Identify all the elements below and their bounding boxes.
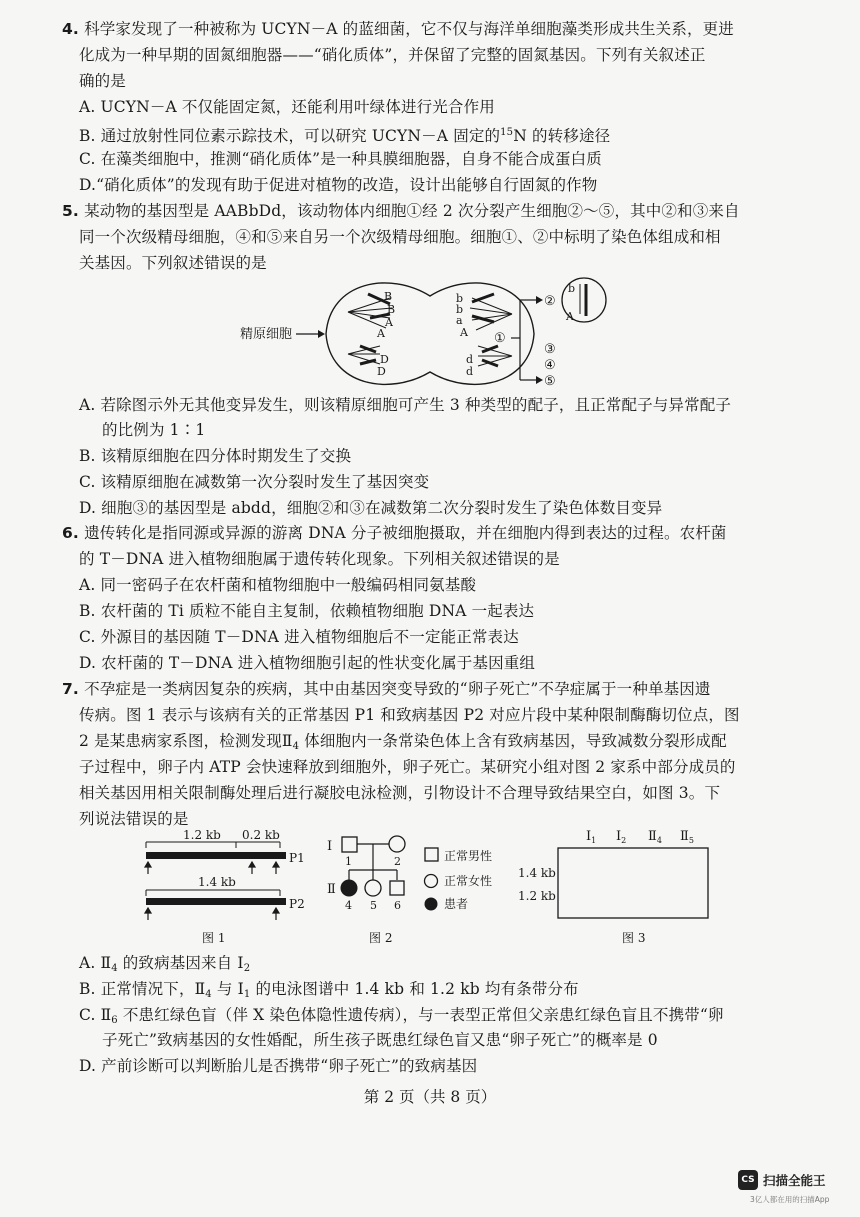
q4-option-d: D.“硝化质体”的发现有助于促进对植物的改造，设计出能够自行固氮的作物 (79, 176, 598, 194)
q7-option-b: B. 正常情况下，$Ⅱ_4$ 与 $Ⅰ_1$ 的电泳图谱中 1.4 kb 和 1.2 kb 均有条带分布 (79, 980, 579, 1000)
division-bracket (511, 300, 536, 380)
band-1-label: 1.4 kb (518, 866, 556, 880)
p1-label: P1 (289, 851, 305, 865)
q6-stem-line-1: 6. 遗传转化是指同源或异源的游离 DNA 分子被细胞摄取，并在细胞内得到表达的过程。农杆菌 (62, 524, 727, 542)
cell-2-label: ② (544, 294, 556, 309)
q7-option-c-line-1: C. $Ⅱ_6$ 不患红绿色盲（伴 X 染色体隐性遗传病），与一表型正常但父亲患红绿色盲且不携带“卵 (79, 1006, 724, 1026)
cell-1-label: ① (494, 331, 506, 346)
camscanner-logo-icon: CS (738, 1170, 758, 1190)
fig2-caption: 图 2 (369, 931, 393, 945)
lane-label-i2: $Ⅰ_2$ (616, 829, 627, 845)
q5-option-d: D. 细胞③的基因型是 abdd，细胞②和③在减数第二次分裂时发生了染色体数目变异 (79, 499, 663, 517)
gene-label: b (456, 303, 464, 316)
q5-option-c: C. 该精原细胞在减数第一次分裂时发生了基因突变 (79, 473, 430, 491)
q6-option-b: B. 农杆菌的 Ti 质粒不能自主复制，依赖植物细胞 DNA 一起表达 (79, 602, 535, 620)
gene-label: A (377, 327, 385, 340)
q6-option-d: D. 农杆菌的 T－DNA 进入植物细胞引起的性状变化属于基因重组 (79, 654, 536, 672)
fig1-caption: 图 1 (202, 931, 226, 945)
i1-number: 1 (345, 855, 352, 868)
scanner-watermark (738, 1170, 853, 1210)
q5-number: 5. (62, 202, 79, 220)
fig3-caption: 图 3 (622, 931, 646, 945)
p1-fragment-1-label: 1.2 kb (183, 828, 221, 842)
q7-stem-line-3: 2 是某患病家系图，检测发现$Ⅱ_4$ 体细胞内一条常染色体上含有致病基因，导致减数分裂形成配 (79, 732, 727, 752)
q7-number: 7. (62, 680, 79, 698)
p2-dna-bar (146, 898, 286, 905)
i1-male-symbol (342, 837, 357, 852)
lane-label-ii4: $Ⅱ_4$ (648, 829, 662, 845)
q7-option-d: D. 产前诊断可以判断胎儿是否携带“卵子死亡”的致病基因 (79, 1057, 478, 1075)
q5-meiosis-figure (240, 276, 620, 391)
i2-female-symbol (389, 836, 405, 852)
q4-option-b: B. 通过放射性同位素示踪技术，可以研究 UCYN－A 固定的$^{15}$N 的转移途径 (79, 127, 611, 145)
q7-stem-line-2: 传病。图 1 表示与该病有关的正常基因 P1 和致病基因 P2 对应片段中某种限制酶酶切位点，图 (79, 706, 740, 724)
q7-figure-1 (140, 826, 320, 948)
q5-stem-line-2: 同一个次级精母细胞，④和⑤来自另一个次级精母细胞。细胞①、②中标明了染色体组成和相 (79, 228, 721, 246)
p2-label: P2 (289, 897, 305, 911)
legend-male-icon (425, 848, 438, 861)
q6-stem-line-2: 的 T－DNA 进入植物细胞属于遗传转化现象。下列相关叙述错误的是 (79, 550, 560, 568)
q5-stem-line-1: 5. 某动物的基因型是 AABbDd，该动物体内细胞①经 2 次分裂产生细胞②～⑤，其中②和③来自 (62, 202, 740, 220)
q7-option-a: A. $Ⅱ_4$ 的致病基因来自 $Ⅰ_2$ (79, 954, 251, 974)
legend-patient-icon (425, 898, 438, 911)
p1-cut-sites (145, 862, 279, 874)
gene-label: A (385, 316, 393, 329)
gel-frame (558, 848, 708, 918)
q7-figure-3-gel (512, 826, 722, 948)
legend-patient-label: 患者 (444, 897, 469, 911)
cell-5-label: ⑤ (544, 374, 556, 389)
gene-label: B (387, 303, 396, 316)
q4-stem-line-3: 确的是 (79, 72, 126, 90)
watermark-tagline: 3亿人都在用的扫描App (750, 1195, 830, 1204)
gene-label: D (380, 353, 389, 366)
q4-option-a: A. UCYN－A 不仅能固定氮，还能利用叶绿体进行光合作用 (79, 98, 495, 116)
ii6-male-symbol (390, 881, 404, 895)
q7-option-c-line-2: 子死亡”致病基因的女性婚配，所生孩子既患红绿色盲又患“卵子死亡”的概率是 0 (102, 1031, 658, 1049)
right-bottom-spindle (478, 346, 512, 366)
gene-label: a (456, 314, 463, 327)
i2-number: 2 (394, 855, 401, 868)
q5-option-a-line-2: 的比例为 1∶1 (102, 421, 206, 439)
gene-label: b (568, 282, 576, 295)
q7-stem-line-4: 子过程中，卵子内 ATP 会快速释放到细胞外，卵子死亡。某研究小组对图 2 家系中部分成员的 (79, 758, 736, 776)
p1-fragment-2-label: 0.2 kb (242, 828, 280, 842)
q7-figure-2-pedigree (325, 830, 510, 948)
spermatogonium-label: 精原细胞 (240, 327, 293, 342)
gene-label: B (384, 290, 393, 303)
gene-label: d (466, 365, 474, 378)
q5-stem-line-3: 关基因。下列叙述错误的是 (79, 254, 267, 272)
gene-label: d (466, 353, 474, 366)
q4-number: 4. (62, 20, 79, 38)
q7-stem-line-1: 7. 不孕症是一类病因复杂的疾病，其中由基因突变导致的“卵子死亡”不孕症属于一种单基因遗 (62, 680, 711, 698)
band-2-label: 1.2 kb (518, 889, 556, 903)
gene-label: A (460, 326, 468, 339)
legend-male-label: 正常男性 (444, 849, 493, 863)
gene-label: A (566, 310, 574, 323)
generation-2-label: Ⅱ (327, 882, 336, 897)
ii6-number: 6 (394, 899, 401, 912)
gene-label: D (377, 365, 386, 378)
legend-female-label: 正常女性 (444, 874, 493, 888)
q7-stem-line-5: 相关基因用相关限制酶处理后进行凝胶电泳检测，引物设计不合理导致结果空白，如图 3。下 (79, 784, 721, 802)
left-bottom-chromosomes (360, 346, 376, 364)
q6-option-c: C. 外源目的基因随 T－DNA 进入植物细胞后不一定能正常表达 (79, 628, 519, 646)
watermark-app-name: 扫描全能王 (763, 1173, 826, 1188)
lane-label-i1: $Ⅰ_1$ (586, 829, 597, 845)
p2-cut-sites (145, 908, 279, 920)
q6-number: 6. (62, 524, 79, 542)
p1-dna-bar (146, 852, 286, 859)
q5-option-b: B. 该精原细胞在四分体时期发生了交换 (79, 447, 352, 465)
q4-option-c: C. 在藻类细胞中，推测“硝化质体”是一种具膜细胞器，自身不能合成蛋白质 (79, 150, 602, 168)
p2-fragment-label: 1.4 kb (198, 875, 236, 889)
page-number-footer: 第 2 页（共 8 页） (363, 1088, 497, 1106)
ii5-number: 5 (370, 899, 377, 912)
lane-label-ii5: $Ⅱ_5$ (680, 829, 694, 845)
ii4-number: 4 (345, 899, 352, 912)
q7-stem-line-6: 列说法错误的是 (79, 810, 189, 828)
legend-female-icon (425, 875, 438, 888)
ii5-female-symbol (365, 880, 381, 896)
q4-stem-line-1: 4. 科学家发现了一种被称为 UCYN－A 的蓝细菌，它不仅与海洋单细胞藻类形成共生关系，更进 (62, 20, 734, 38)
q6-option-a: A. 同一密码子在农杆菌和植物细胞中一般编码相同氨基酸 (79, 576, 477, 594)
right-top-chromosomes (472, 294, 494, 322)
cell-4-label: ④ (544, 358, 556, 373)
q5-option-a-line-1: A. 若除图示外无其他变异发生，则该精原细胞可产生 3 种类型的配子，且正常配子与异常配子 (79, 396, 732, 414)
ii4-patient-symbol (341, 880, 357, 896)
right-top-spindle (470, 298, 512, 330)
cell-3-label: ③ (544, 342, 556, 357)
generation-1-label: Ⅰ (327, 839, 333, 854)
q4-stem-line-2: 化成为一种早期的固氮细胞器——“硝化质体”，并保留了完整的固氮基因。下列有关叙述正 (79, 46, 706, 64)
gene-label: b (456, 292, 464, 305)
